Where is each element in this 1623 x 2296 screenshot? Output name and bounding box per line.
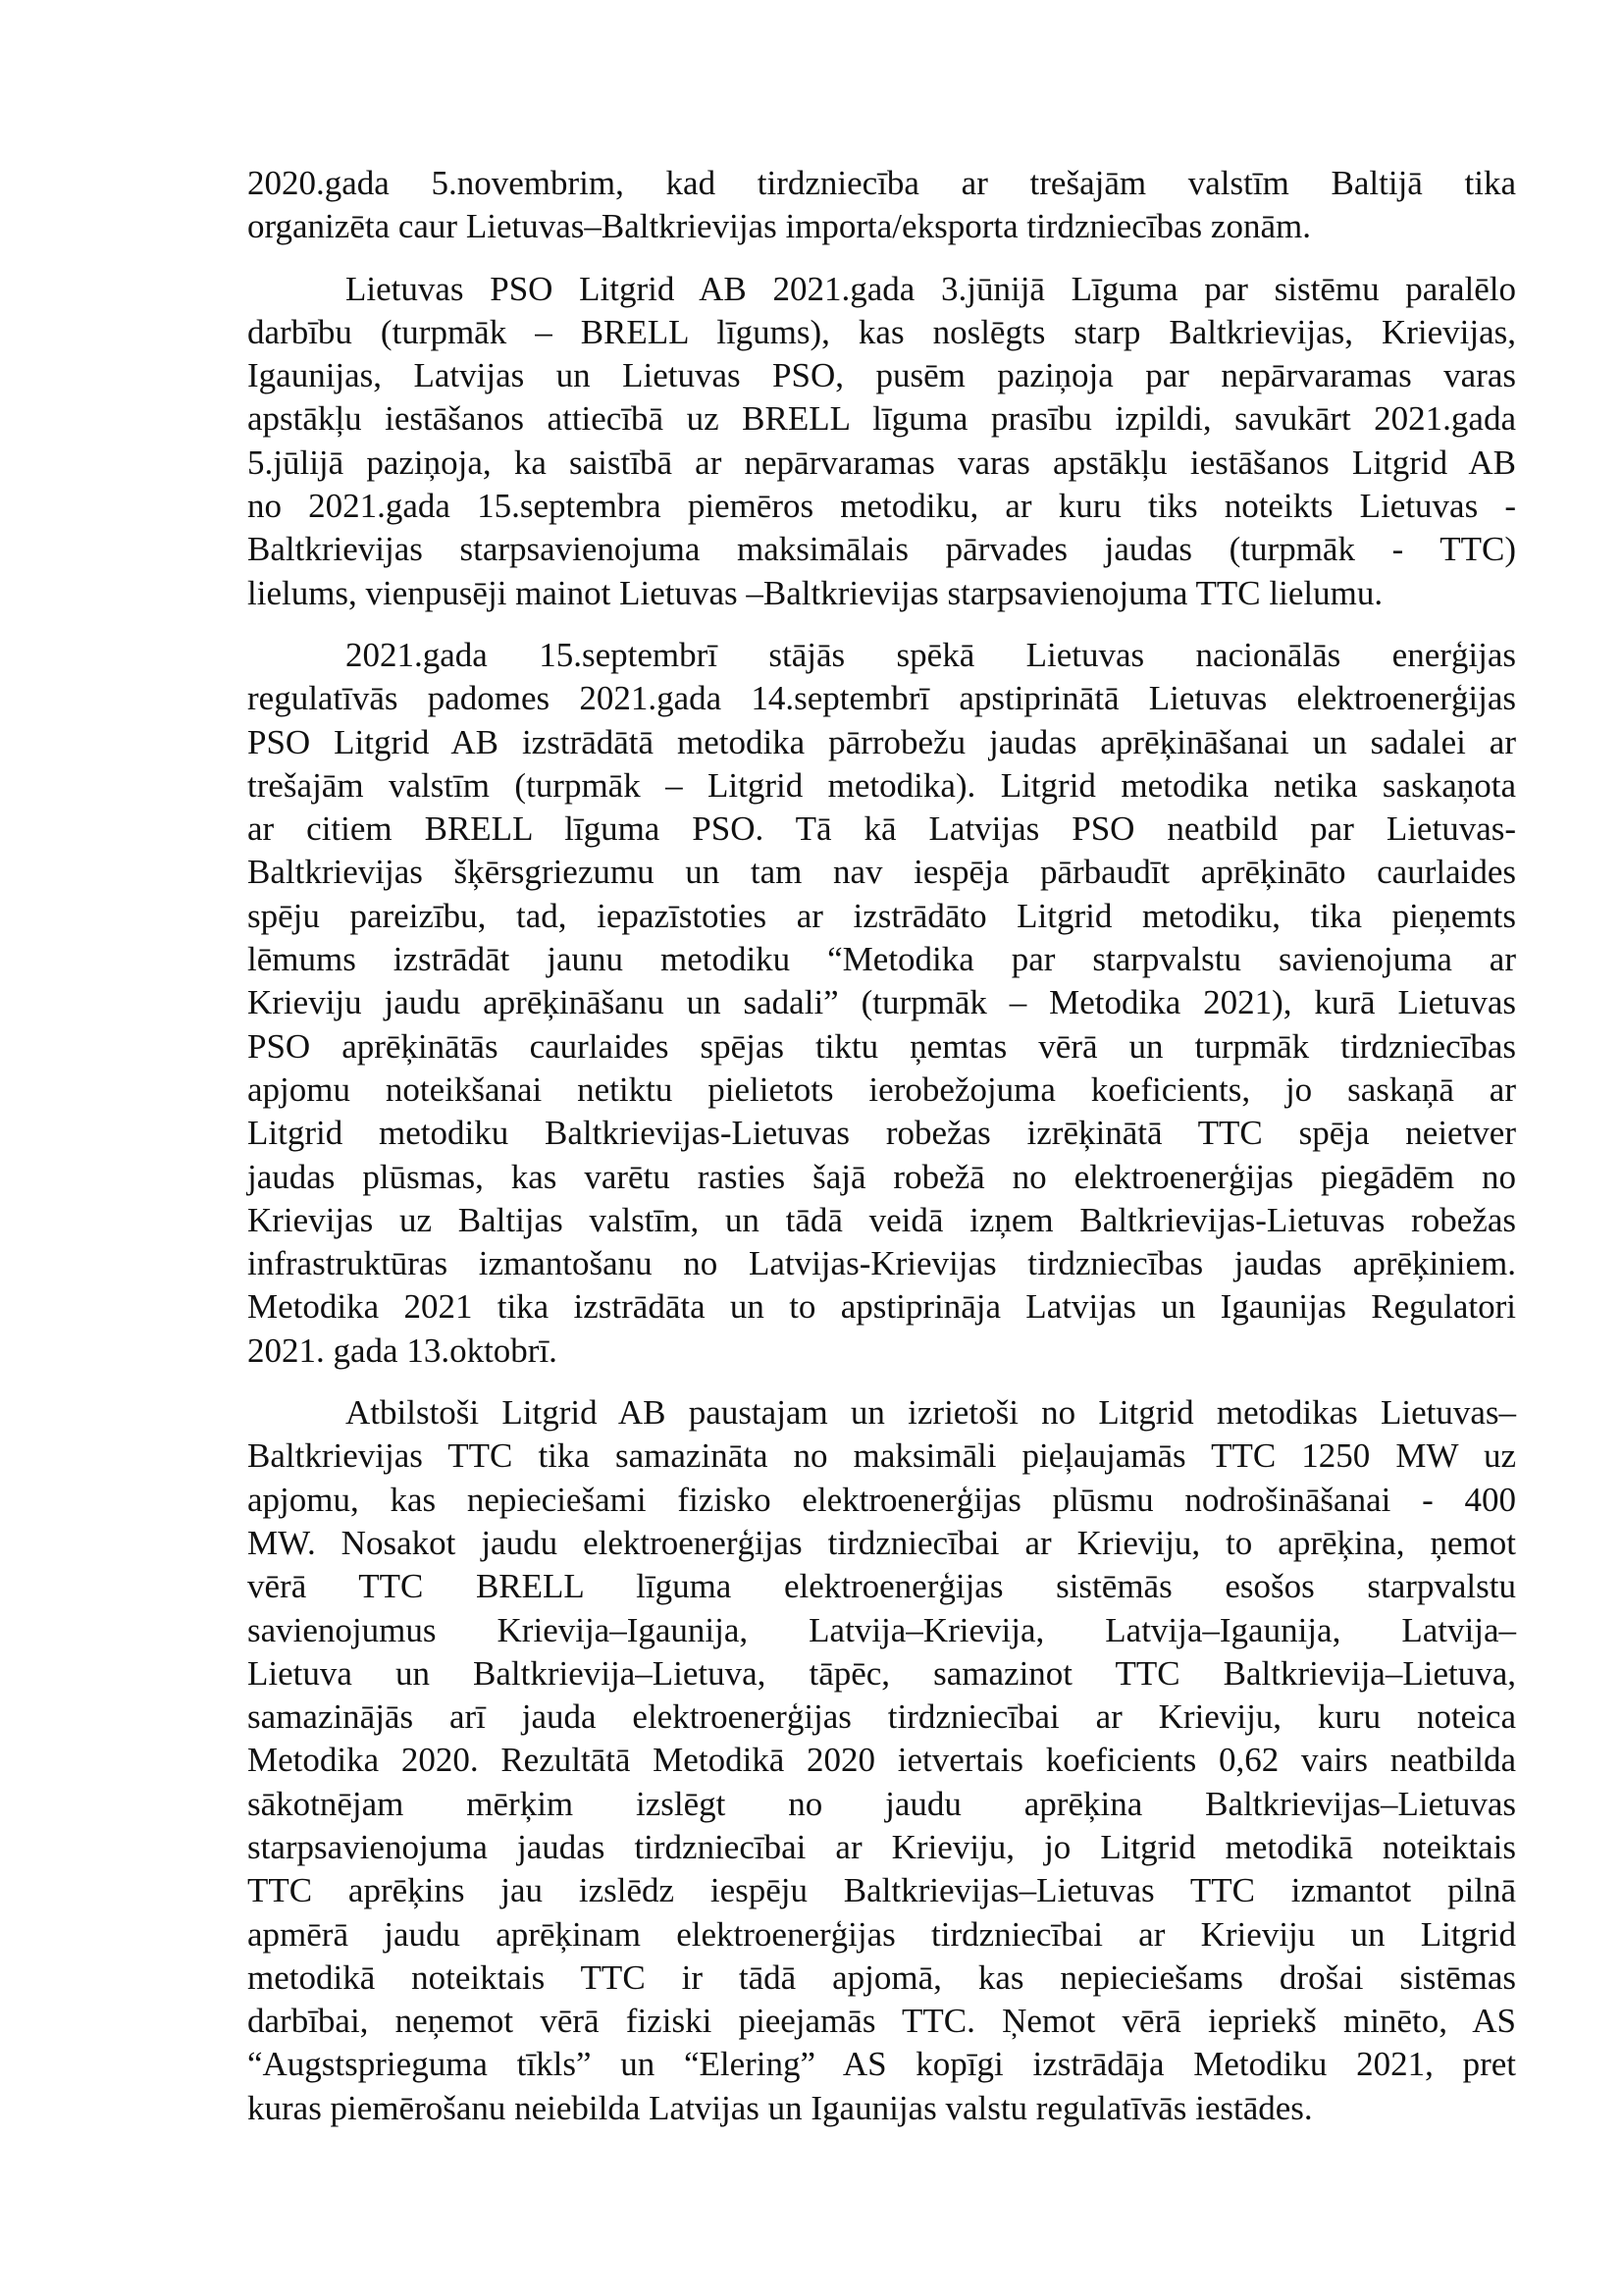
text-line: Litgrid metodiku Baltkrievijas-Lietuvas robežas izrēķinātā TTC spēja neietver — [247, 1114, 1516, 1153]
text-line: spēju pareizību, tad, iepazīstoties ar izstrādāto Litgrid metodiku, tika pieņemts — [247, 896, 1516, 935]
text-line: apstākļu iestāšanos attiecībā uz BRELL līguma prasību izpildi, savukārt 2021.gada — [247, 399, 1516, 439]
text-line: Metodika 2020. Rezultātā Metodikā 2020 ietvertais koeficients 0,62 vairs neatbilda — [247, 1741, 1516, 1780]
text-line: Lietuvas PSO Litgrid AB 2021.gada 3.jūnijā Līguma par sistēmu paralēlo — [345, 269, 1516, 308]
text-line: Baltkrievijas TTC tika samazināta no maksimāli pieļaujamās TTC 1250 MW uz — [247, 1436, 1516, 1476]
text-line: darbību (turpmāk – BRELL līgums), kas noslēgts starp Baltkrievijas, Krievijas, — [247, 312, 1516, 351]
text-line: no 2021.gada 15.septembra piemēros metodiku, ar kuru tiks noteikts Lietuvas - — [247, 487, 1516, 526]
text-line: starpsavienojuma jaudas tirdzniecībai ar Krieviju, jo Litgrid metodikā noteiktais — [247, 1827, 1516, 1866]
text-line: samazinājās arī jauda elektroenerģijas tirdzniecībai ar Krieviju, kuru noteica — [247, 1697, 1516, 1737]
text-line: lēmums izstrādāt jaunu metodiku “Metodika par starpvalstu savienojuma ar — [247, 940, 1516, 979]
text-line: jaudas plūsmas, kas varētu rasties šajā robežā no elektroenerģijas piegādēm no — [247, 1157, 1516, 1196]
text-line: 2021.gada 15.septembrī stājās spēkā Lietuvas nacionālās enerģijas — [345, 635, 1516, 674]
text-line: Metodika 2021 tika izstrādāta un to apstiprināja Latvijas un Igaunijas Regulatori — [247, 1287, 1516, 1327]
text-line: kuras piemērošanu neiebilda Latvijas un Igaunijas valstu regulatīvās iestādes. — [247, 2088, 1313, 2127]
text-line: PSO Litgrid AB izstrādātā metodika pārrobežu jaudas aprēķināšanai un sadalei ar — [247, 722, 1516, 761]
text-line: 2021. gada 13.oktobrī. — [247, 1331, 557, 1370]
text-line: lielums, vienpusēji mainot Lietuvas –Baltkrievijas starpsavienojuma TTC lielumu. — [247, 573, 1384, 612]
text-line: Igaunijas, Latvijas un Lietuvas PSO, pusēm paziņoja par nepārvaramas varas — [247, 356, 1516, 395]
text-line: apmērā jaudu aprēķinam elektroenerģijas tirdzniecībai ar Krieviju un Litgrid — [247, 1914, 1516, 1954]
text-line: apjomu, kas nepieciešami fizisko elektroenerģijas plūsmu nodrošināšanai - 400 — [247, 1480, 1516, 1519]
text-line: Lietuva un Baltkrievija–Lietuva, tāpēc, samazinot TTC Baltkrievija–Lietuva, — [247, 1653, 1516, 1693]
text-line: infrastruktūras izmantošanu no Latvijas-Krievijas tirdzniecības jaudas aprēķiniem. — [247, 1244, 1516, 1283]
paragraph-2 — [247, 268, 1516, 615]
text-line: vērā TTC BRELL līguma elektroenerģijas sistēmās esošos starpvalstu — [247, 1567, 1516, 1606]
text-line: Krievijas uz Baltijas valstīm, un tādā veidā izņem Baltkrievijas-Lietuvas robežas — [247, 1200, 1516, 1239]
text-line: MW. Nosakot jaudu elektroenerģijas tirdzniecībai ar Krieviju, to aprēķina, ņemot — [247, 1523, 1516, 1562]
text-line: sākotnējam mērķim izslēgt no jaudu aprēķina Baltkrievijas–Lietuvas — [247, 1784, 1516, 1823]
text-line: savienojumus Krievija–Igaunija, Latvija–Krievija, Latvija–Igaunija, Latvija– — [247, 1610, 1516, 1649]
text-line: 5.jūlijā paziņoja, ka saistībā ar nepārvaramas varas apstākļu iestāšanos Litgrid AB — [247, 443, 1516, 482]
text-line: darbībai, neņemot vērā fiziski pieejamās TTC. Ņemot vērā iepriekš minēto, AS — [247, 2002, 1516, 2041]
text-line: organizēta caur Lietuvas–Baltkrievijas importa/eksporta tirdzniecības zonām. — [247, 207, 1311, 246]
document-page — [247, 162, 1516, 2149]
paragraph-1 — [247, 162, 1516, 249]
text-line: PSO aprēķinātās caurlaides spējas tiktu ņemtas vērā un turpmāk tirdzniecības — [247, 1026, 1516, 1066]
text-line: “Augstsprieguma tīkls” un “Elering” AS kopīgi izstrādāja Metodiku 2021, pret — [247, 2045, 1516, 2084]
text-line: 2020.gada 5.novembrim, kad tirdzniecība ar trešajām valstīm Baltijā tika — [247, 164, 1516, 202]
text-line: ar citiem BRELL līguma PSO. Tā kā Latvijas PSO neatbild par Lietuvas- — [247, 809, 1516, 849]
text-line: Baltkrievijas šķērsgriezumu un tam nav iespēja pārbaudīt aprēķināto caurlaides — [247, 853, 1516, 892]
paragraph-3 — [247, 634, 1516, 1373]
text-line: trešajām valstīm (turpmāk – Litgrid metodika). Litgrid metodika netika saskaņota — [247, 765, 1516, 805]
text-line: apjomu noteikšanai netiktu pielietots ierobežojuma koeficients, jo saskaņā ar — [247, 1070, 1516, 1109]
text-line: metodikā noteiktais TTC ir tādā apjomā, kas nepieciešams drošai sistēmas — [247, 1957, 1516, 1997]
text-line: Krieviju jaudu aprēķināšanu un sadali” (turpmāk – Metodika 2021), kurā Lietuvas — [247, 983, 1516, 1022]
text-line: TTC aprēķins jau izslēdz iespēju Baltkrievijas–Lietuvas TTC izmantot pilnā — [247, 1871, 1516, 1910]
paragraph-4 — [247, 1391, 1516, 2130]
text-line: Baltkrievijas starpsavienojuma maksimālais pārvades jaudas (turpmāk - TTC) — [247, 530, 1516, 569]
text-line: Atbilstoši Litgrid AB paustajam un izrietoši no Litgrid metodikas Lietuvas– — [345, 1393, 1516, 1433]
text-line: regulatīvās padomes 2021.gada 14.septembrī apstiprinātā Lietuvas elektroenerģijas — [247, 679, 1516, 718]
